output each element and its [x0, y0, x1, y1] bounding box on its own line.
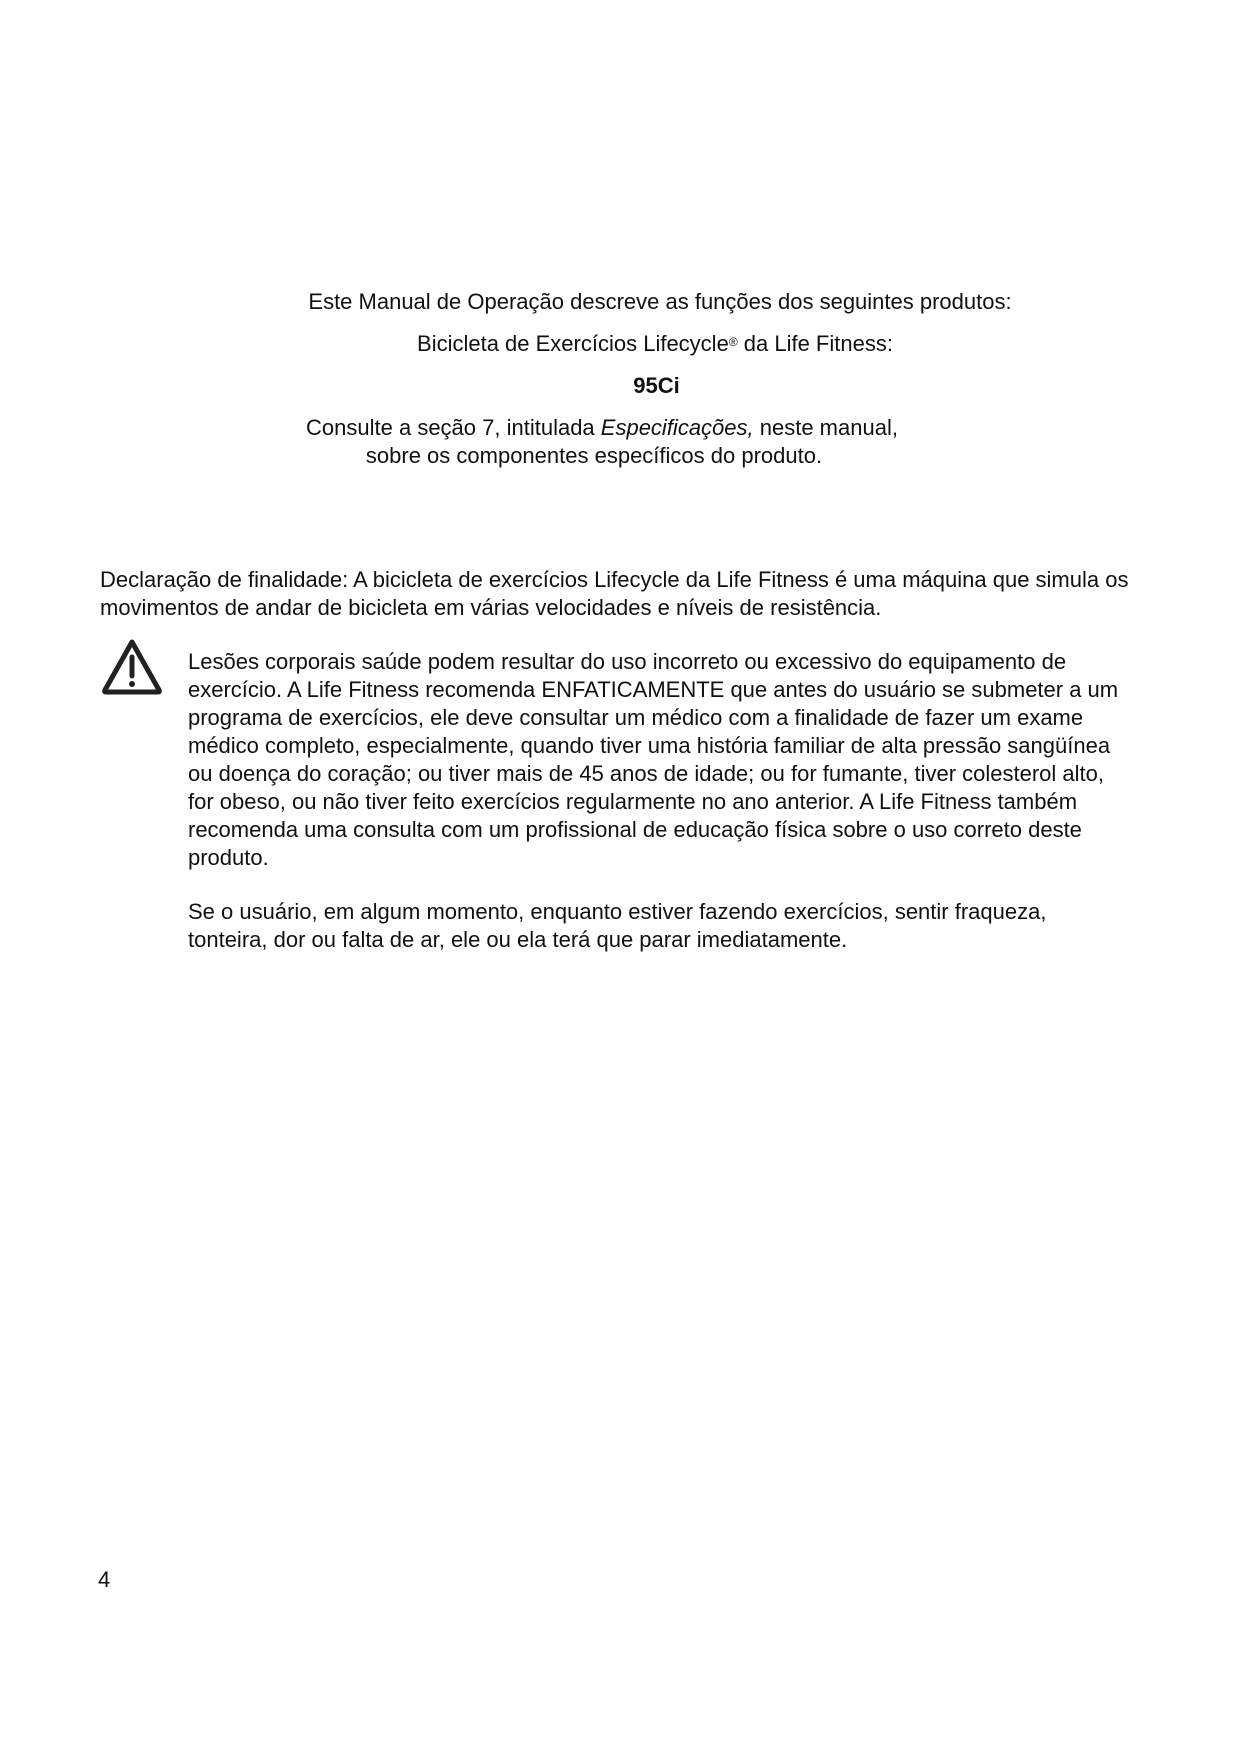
brand-suffix: da Life Fitness: — [737, 331, 893, 356]
product-name: Bicicleta de Exercícios Lifecycle — [417, 331, 729, 356]
model-number: 95Ci — [633, 373, 680, 398]
intro-line-2 — [0, 330, 1241, 358]
warning-paragraph-1: Lesões corporais saúde podem resultar do uso incorreto ou excessivo do equipamento de exercício. A Life Fitness recomenda ENFATICAMENTE que antes do usuário se submeter a um programa de exercícios, ele deve consultar um médico com a finalidade de fazer um exame médico completo, especialmente, quando tiver uma história familiar de alta pressão sangüínea ou doença do coração; ou tiver mais de 45 anos de idade; ou for fumante, tiver colesterol alto, for obeso, ou não tiver feito exercícios regularmente no ano anterior. A Life Fitness também recomenda uma consulta com um profissional de educação física sobre o uso correto deste produto. — [188, 649, 1119, 870]
page-number: 4 — [98, 1567, 111, 1592]
consult-line-2: sobre os componentes específicos do produto. — [365, 443, 823, 468]
specifications-reference: Especificações, — [600, 415, 754, 440]
consult-suffix: neste manual, — [753, 415, 898, 440]
purpose-declaration: Declaração de finalidade: A bicicleta de exercícios Lifecycle da Life Fitness é uma máquina que simula os movimentos de andar de bicicleta em várias velocidades e níveis de resistência. — [100, 567, 1129, 620]
warning-paragraph-2: Se o usuário, em algum momento, enquanto estiver fazendo exercícios, sentir fraqueza, tonteira, dor ou falta de ar, ele ou ela terá que parar imediatamente. — [188, 899, 1047, 952]
intro-line-1: Este Manual de Operação descreve as funções dos seguintes produtos: — [308, 289, 1012, 314]
warning-triangle-icon — [101, 638, 163, 696]
consult-prefix: Consulte a seção 7, intitulada — [306, 415, 601, 440]
registered-mark: ® — [728, 335, 738, 349]
consult-line-1 — [0, 414, 1204, 442]
